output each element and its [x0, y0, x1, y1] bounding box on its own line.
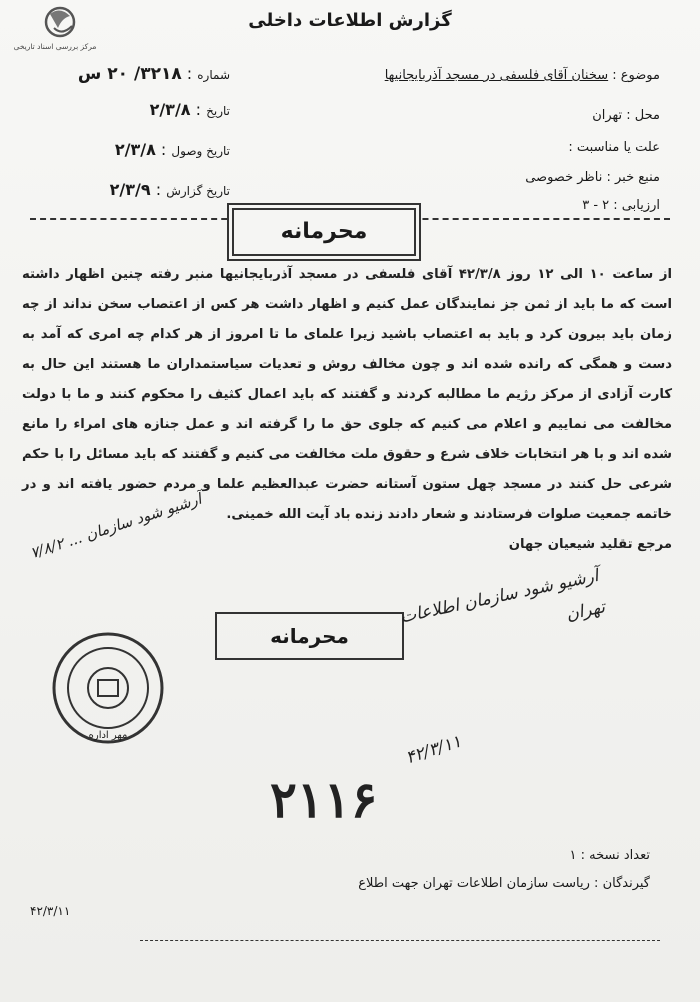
footer-divider	[140, 940, 660, 941]
place-value: تهران	[592, 108, 623, 123]
recipients-field: گیرندگان : ریاست سازمان اطلاعات تهران جهت اطلاع	[358, 876, 650, 891]
report-date-label: تاریخ گزارش	[166, 184, 230, 198]
handwritten-instruction: آرشیو شود سازمان اطلاعات تهران	[398, 565, 607, 628]
copies-field: تعداد نسخه : ۱	[569, 848, 650, 863]
place-field: محل : تهران	[592, 108, 660, 123]
subject-label: موضوع	[620, 68, 660, 83]
handwritten-date: ۴۲/۳/۱۱	[403, 731, 464, 769]
source-field: منبع خبر : ناظر خصوصی	[525, 170, 660, 185]
archive-logo-text: مرکز بررسی اسناد تاریخی	[13, 42, 97, 51]
recipients-value: ریاست سازمان اطلاعات تهران جهت اطلاع	[358, 876, 590, 891]
seal-icon	[50, 630, 166, 746]
copies-label: تعداد نسخه	[589, 848, 650, 863]
received-date-field: تاریخ وصول : ۲/۳/۸	[114, 140, 230, 159]
received-date-label: تاریخ وصول	[171, 144, 230, 158]
number-value: ۳۲۱۸/ ۲۰ س	[77, 64, 182, 84]
report-body-closing: مرجع تقلید شیعیان جهان	[508, 537, 672, 552]
date-field: تاریخ : ۲/۳/۸	[149, 100, 230, 119]
assessment-field: ارزیابی : ۲ - ۳	[582, 198, 660, 213]
place-label: محل	[634, 108, 660, 123]
source-label: منبع خبر	[615, 170, 660, 185]
subject-value: سخنان آقای فلسفی در مسجد آذربایجانیها	[384, 68, 609, 83]
margin-handwritten-note: آرشیو شود سازمان ... ۷/۸/۲	[28, 489, 204, 563]
number-field: شماره : ۳۲۱۸/ ۲۰ س	[77, 64, 230, 84]
recipients-label: گیرندگان	[602, 876, 650, 891]
report-body-paragraph: از ساعت ۱۰ الی ۱۲ روز ۴۲/۳/۸ آقای فلسفی در مسجد آذربایجانیها منبر رفته چنین اظهار داشته است که ما باید از ثمن جز نمایندگان عمل کنیم و اظهار داشت هر کس از اعتصاب سخن نداند از چه زمان باید بیرون کرد و باید به اعتصاب باشید زیرا علمای ما تا امروز از هر کدام چه امری که آمد به دست و همگی که رانده شده اند و چون مخالف روش و تعدیات سیاستمداران ما هستند این حال به کارت آزادی از مرکز رژیم ما مطالبه کردند و گفتند که باید اعمال کثیف را محکوم کنند و ما با دولت مخالفت می نماییم و اعلام می کنیم که جلوی حق ما را گرفته اند و عمل جنازه های امراء را مانع شده اند و با هر انتخابات خلاف شرع و حقوق ملت مخالفت می کنیم و گفتند که باید مسائل را با حکم شرعی حل کنند در مسجد چهل ستون آستانه حضرت عبدالعظیم علما و مردم حضور یافته اند و در خاتمه جمعیت صلوات فرستادند و شعار دادند زنده باد آیت الله خمینی.	[22, 267, 672, 522]
source-value: ناظر خصوصی	[525, 170, 603, 185]
subject-field: موضوع : سخنان آقای فلسفی در مسجد آذربایجانیها	[384, 68, 660, 83]
assessment-value: ۲ - ۳	[582, 198, 610, 213]
handwritten-big-number: ۲۱۱۶	[270, 770, 378, 829]
reason-label: علت یا مناسبت	[576, 140, 660, 155]
number-label: شماره	[197, 68, 230, 82]
reason-field: علت یا مناسبت :	[568, 140, 660, 155]
seal-text: مهر اداره	[88, 730, 128, 741]
classification-stamp-second: محرمانه	[215, 612, 404, 660]
received-date-value: ۲/۳/۸	[114, 140, 156, 159]
date-value: ۲/۳/۸	[149, 100, 191, 119]
copies-value: ۱	[569, 848, 577, 863]
classification-stamp: محرمانه	[232, 208, 416, 256]
report-date-value: ۲/۳/۹	[109, 180, 151, 199]
footer-left-code: ۴۲/۳/۱۱	[30, 904, 71, 918]
date-label: تاریخ	[206, 104, 230, 118]
official-seal	[50, 630, 166, 746]
report-date-field: تاریخ گزارش : ۲/۳/۹	[109, 180, 230, 199]
assessment-label: ارزیابی	[621, 198, 660, 213]
report-title: گزارش اطلاعات داخلی	[248, 10, 452, 31]
